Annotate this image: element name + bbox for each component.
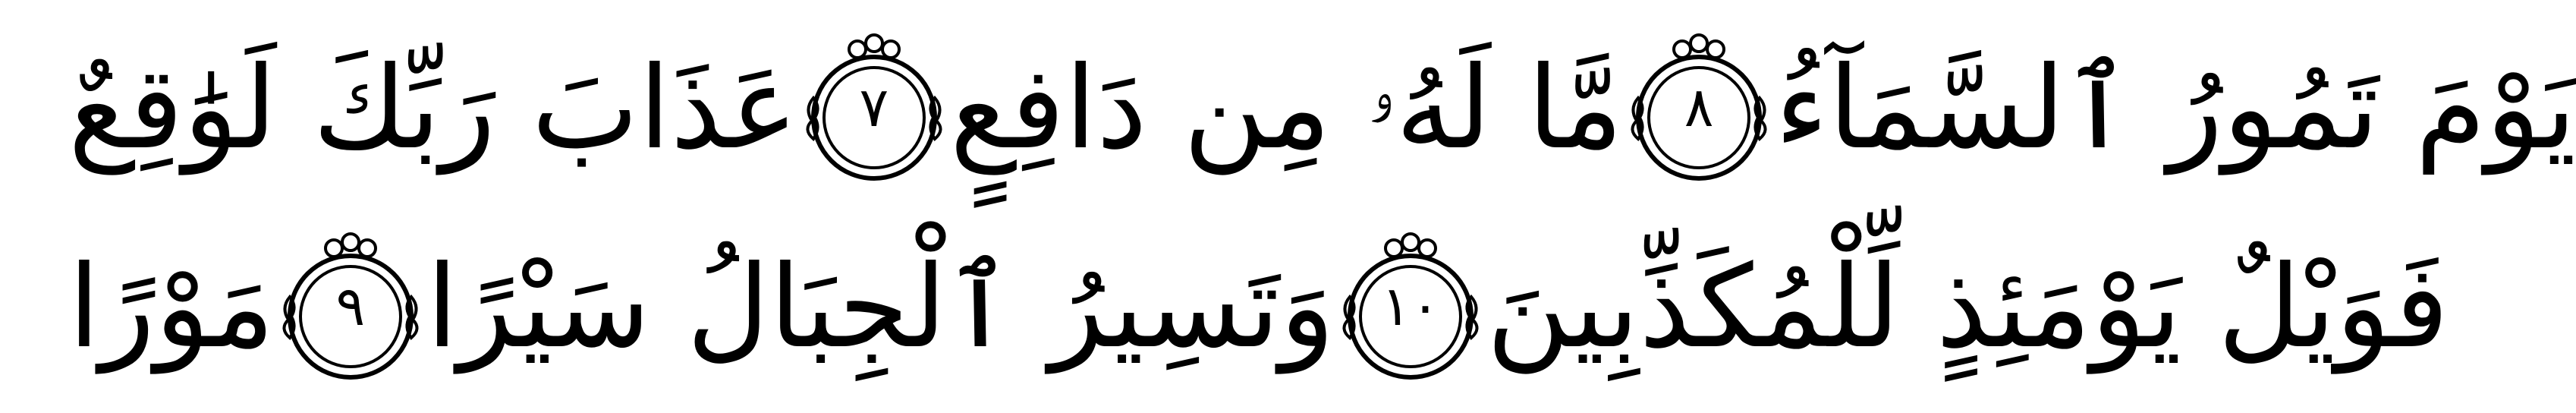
- verse-line-2: [68, 213, 2449, 402]
- ayah-end-marker-9: [275, 232, 426, 383]
- ayah-end-marker-7: [798, 33, 950, 184]
- ayah-number: ٨: [1684, 75, 1714, 139]
- ayah-end-marker-10: [1335, 232, 1486, 383]
- verse-text: وَتَسِيرُ ٱلْجِبَالُ سَيْرًا: [426, 241, 1335, 374]
- verse-text: مَوْرًا: [68, 241, 275, 374]
- ayah-end-marker-8: [1623, 33, 1775, 184]
- ayah-number: ٧: [859, 75, 889, 139]
- verse-text: يَوْمَ تَمُورُ ٱلسَّمَآءُ: [1775, 43, 2576, 175]
- verse-text: عَذَابَ رَبِّكَ لَوَٰقِعٌ: [68, 43, 798, 175]
- ayah-number: ١٠: [1381, 274, 1440, 338]
- verse-line-1: [68, 14, 2576, 203]
- verse-text: مَّا لَهُۥ مِن دَافِعٍ: [949, 43, 1624, 175]
- verse-text: فَوَيْلٌ يَوْمَئِذٍ لِّلْمُكَذِّبِينَ: [1486, 241, 2449, 374]
- ayah-number: ٩: [335, 274, 366, 338]
